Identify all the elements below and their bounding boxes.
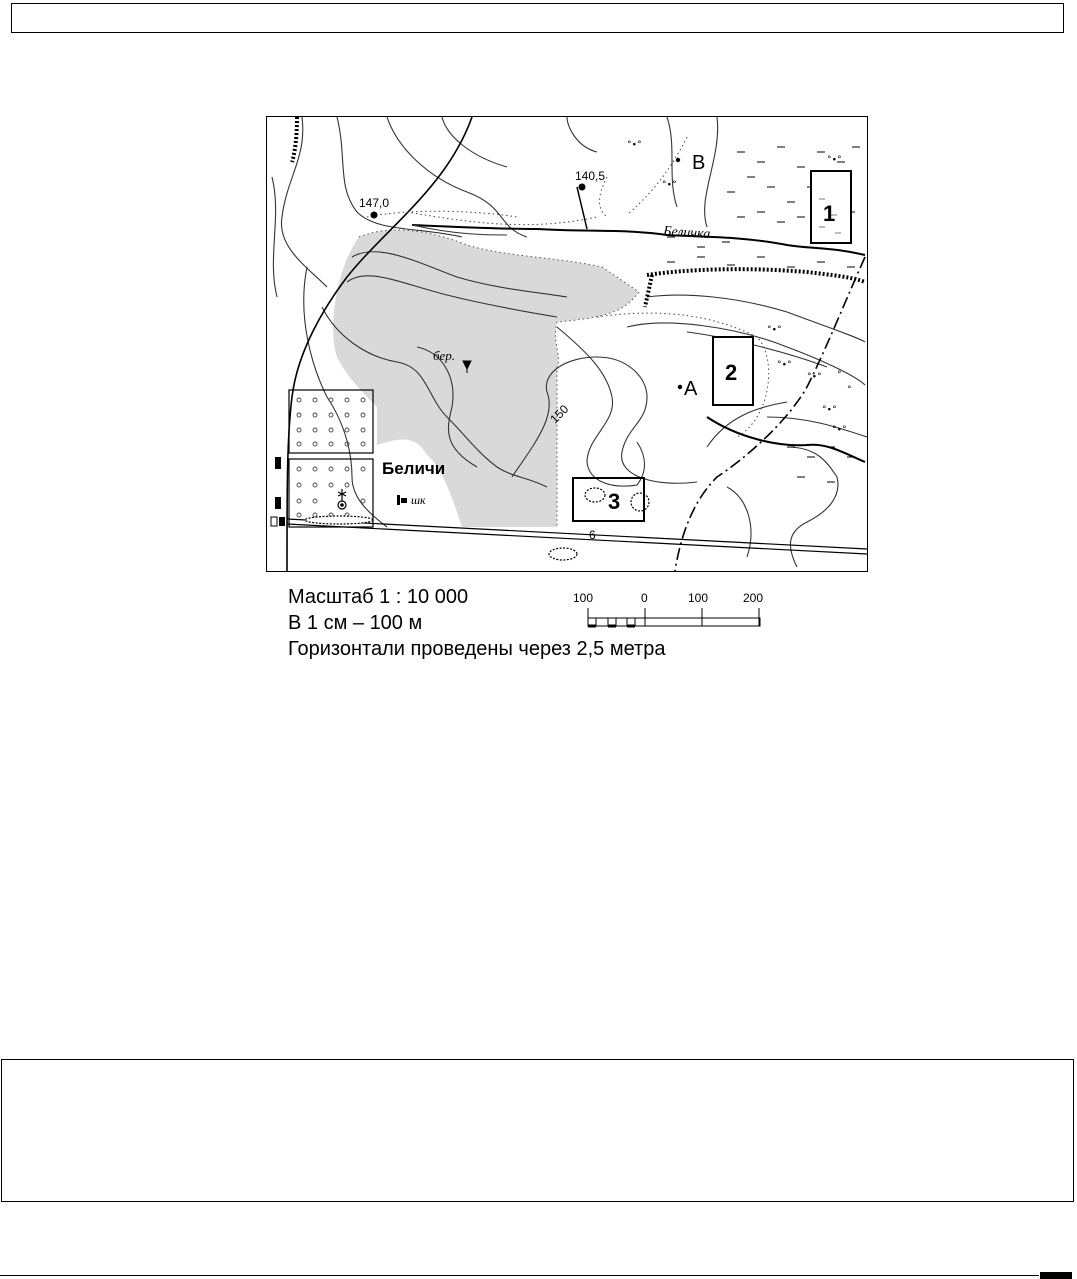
scale-text: Масштаб 1 : 10 000 [288, 586, 469, 608]
height-mark-147: 147,0 [359, 196, 390, 210]
footer-rule [0, 1275, 1039, 1276]
river-label: Беличка [662, 224, 711, 243]
village-label: Беличи [382, 459, 446, 478]
svg-text:°∙°: °∙° [777, 360, 792, 370]
answer-box-bottom [1, 1059, 1074, 1202]
scale-tick-label: 100 [688, 591, 709, 605]
scale-bar [568, 588, 768, 632]
scale-tick-label: 100 [573, 591, 594, 605]
zone-1-number: 1 [823, 201, 836, 226]
svg-text:°∙°: °∙° [827, 155, 842, 165]
answer-box-top [11, 3, 1064, 33]
site-label: шк [411, 493, 426, 507]
scale-tick-label: 200 [743, 591, 764, 605]
orchard-dots [297, 398, 365, 517]
svg-text:°∙°: °∙° [822, 405, 837, 415]
svg-text:°∙°: °∙° [627, 140, 642, 150]
svg-text:°∙°: °∙° [807, 372, 822, 382]
forest-area [333, 230, 639, 527]
svg-text:°: ° [847, 385, 852, 395]
point-b-label: B [692, 152, 706, 174]
svg-text:°∙°: °∙° [832, 425, 847, 435]
page-mark [1040, 1272, 1072, 1279]
zone-3-number: 3 [608, 489, 621, 514]
svg-text:°∙°: °∙° [767, 325, 782, 335]
height-mark-140: 140,5 [575, 169, 606, 183]
scale-tick-label: 0 [641, 591, 648, 605]
svg-text:°: ° [837, 370, 842, 380]
contour-150-label: 150 [547, 402, 572, 427]
road-number-label: 6 [589, 528, 596, 542]
point-a-label: A [684, 378, 698, 400]
per-cm-text: В 1 см – 100 м [288, 612, 423, 634]
contour-interval-text: Горизонтали проведены через 2,5 метра [288, 638, 666, 660]
forest-type-label: бер. [433, 348, 456, 363]
zone-2-number: 2 [725, 360, 738, 385]
landmark-symbol [338, 489, 346, 509]
svg-text:°∙°: °∙° [662, 180, 677, 190]
topographic-map [266, 116, 868, 572]
